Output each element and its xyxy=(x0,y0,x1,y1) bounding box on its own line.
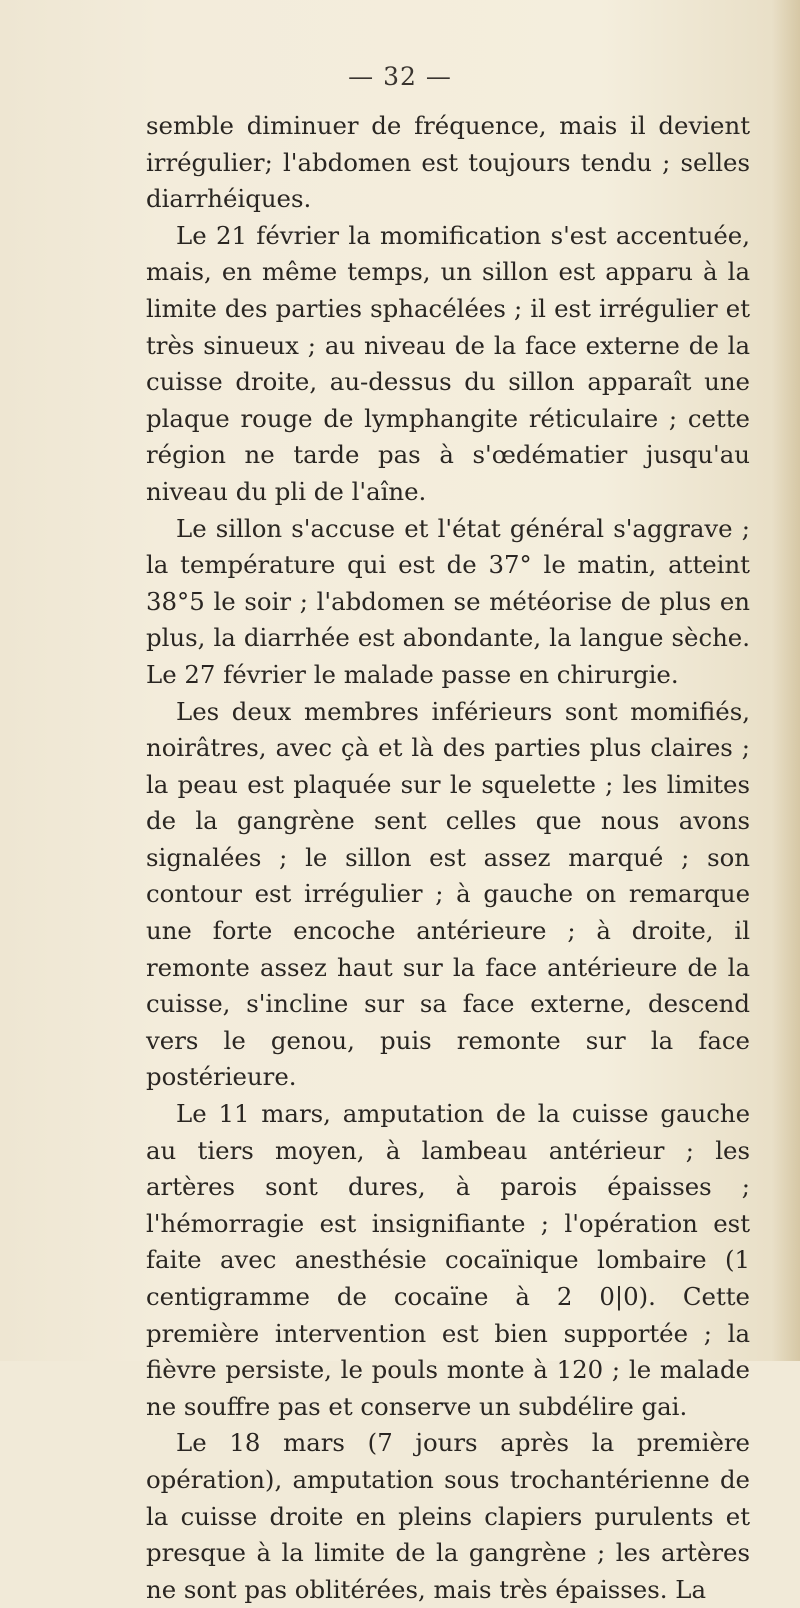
paragraph-feb-21: Le 21 février la momification s'est accentuée, mais, en même temps, un sillon est apparu à la limite des parties sphacélées ; il est irrégulier et très sinueux ; au niveau de la face externe de la cuisse droite, au-dessus du sillon apparaît une plaque rouge de lymphangite réticulaire ; cette région ne tarde pas à s'œdématier jusqu'au niveau du pli de l'aîne. xyxy=(146,220,750,506)
body-text xyxy=(146,108,750,1608)
paragraph-mar-11: Le 11 mars, amputation de la cuisse gauche au tiers moyen, à lambeau antérieur ; les artères sont dures, à parois épaisses ; l'hémorragie est insignifiante ; l'opération est faite avec anesthésie cocaïnique lombaire (1 centigramme de cocaïne à 2 0|0). Cette première intervention est bien supportée ; la fièvre persiste, le pouls monte à 120 ; le malade ne souffre pas et conserve un subdélire gai. xyxy=(146,1099,750,1421)
paragraph-membres: Les deux membres inférieurs sont momifiés, noirâtres, avec çà et là des parties plus claires ; la peau est plaquée sur le squelette ; les limites de la gangrène sent celles que nous avons signalées ; le sillon est assez marqué ; son contour est irrégulier ; à gauche on remarque une forte encoche antérieure ; à droite, il remonte assez haut sur la face antérieure de la cuisse, s'incline sur sa face externe, descend vers le genou, puis remonte sur la face postérieure. xyxy=(146,696,750,1092)
page-edge-shadow xyxy=(772,0,800,1361)
paragraph-sillon: Le sillon s'accuse et l'état général s'aggrave ; la température qui est de 37° le matin, atteint 38°5 le soir ; l'abdomen se météorise de plus en plus, la diarrhée est abondante, la langue sèche. Le 27 février le malade passe en chirurgie. xyxy=(146,513,750,689)
paragraph-mar-18: Le 18 mars (7 jours après la première opération), amputation sous trochantérienne de la cuisse droite en pleins clapiers purulents et presque à la limite de la gangrène ; les artères ne sont pas oblitérées, mais très épaisses. La xyxy=(146,1428,750,1604)
paragraph-continuation: semble diminuer de fréquence, mais il devient irrégulier; l'abdomen est toujours tendu ; selles diarrhéiques. xyxy=(146,111,750,214)
page-number: — 32 — xyxy=(348,62,452,91)
